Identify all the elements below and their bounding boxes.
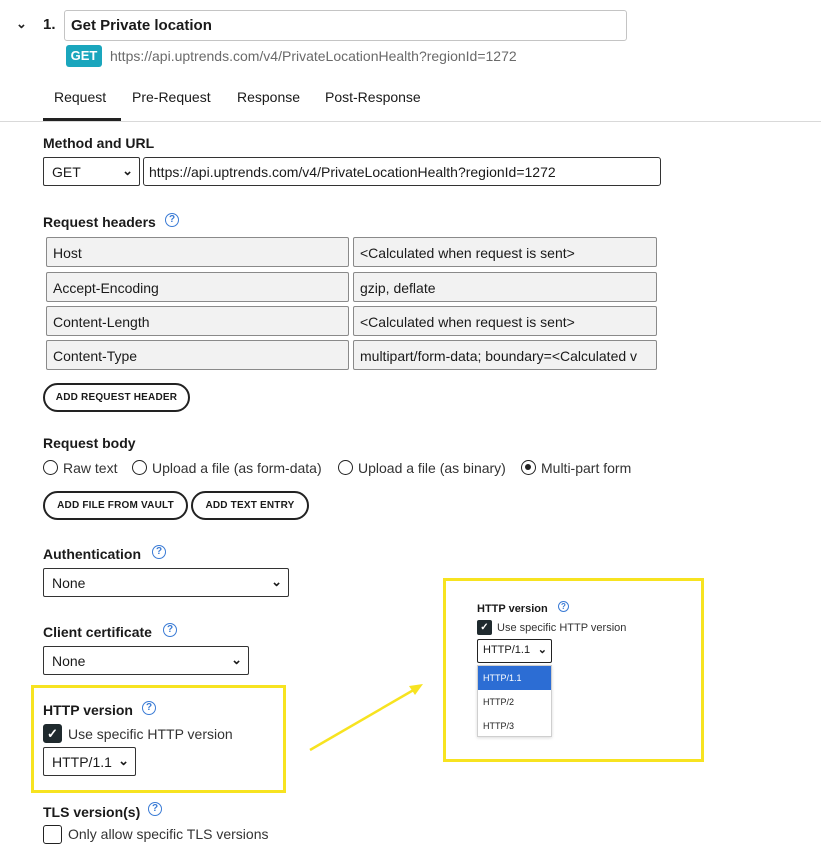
add-request-header-button[interactable]: ADD REQUEST HEADER (43, 383, 190, 412)
help-icon[interactable]: ? (142, 701, 156, 715)
radio-icon (132, 460, 147, 475)
request-headers-label: Request headers (43, 214, 156, 230)
step-url: https://api.uptrends.com/v4/PrivateLocationHealth?regionId=1272 (110, 48, 517, 64)
http-version-select[interactable] (43, 747, 136, 776)
tab-post-response[interactable]: Post-Response (325, 89, 421, 105)
authentication-select-value: None (52, 575, 86, 591)
tab-request[interactable]: Request (54, 89, 107, 105)
tab-response[interactable]: Response (237, 89, 301, 105)
step-number: 1. (43, 16, 56, 33)
option-http-3[interactable]: HTTP/3 (483, 721, 515, 731)
header-value-accept-encoding[interactable]: gzip, deflate (353, 272, 657, 302)
add-file-from-vault-button[interactable]: ADD FILE FROM VAULT (43, 491, 188, 520)
radio-icon (338, 460, 353, 475)
method-badge: GET (66, 45, 102, 67)
help-icon[interactable]: ? (165, 213, 179, 227)
url-input[interactable]: https://api.uptrends.com/v4/PrivateLocationHealth?regionId=1272 (143, 157, 661, 186)
help-icon[interactable]: ? (163, 623, 177, 637)
http-version-checkbox[interactable]: ✓ (43, 724, 62, 743)
zoom-http-version-label: HTTP version (477, 603, 548, 615)
radio-raw-text[interactable]: Raw text (43, 460, 117, 476)
client-certificate-label: Client certificate (43, 624, 152, 640)
tls-version-checkbox-label: Only allow specific TLS versions (68, 826, 269, 842)
tab-pre-request[interactable]: Pre-Request (132, 89, 211, 105)
radio-multi-part-form[interactable]: Multi-part form (521, 460, 631, 476)
chevron-down-icon: ⌄ (271, 574, 282, 589)
method-select[interactable] (43, 157, 140, 186)
http-version-label: HTTP version (43, 702, 133, 718)
http-version-select-value: HTTP/1.1 (52, 754, 112, 770)
radio-icon (43, 460, 58, 475)
http-version-checkbox-label: Use specific HTTP version (68, 726, 233, 742)
zoom-http-version-select-value: HTTP/1.1 (483, 644, 531, 656)
help-icon[interactable]: ? (148, 802, 162, 816)
chevron-down-icon: ⌄ (118, 753, 129, 768)
tls-version-checkbox[interactable] (43, 825, 62, 844)
chevron-down-icon: ⌄ (122, 163, 133, 178)
request-body-label: Request body (43, 435, 136, 451)
tabs-divider (0, 121, 821, 122)
header-value-content-length[interactable]: <Calculated when request is sent> (353, 306, 657, 336)
client-certificate-select-value: None (52, 653, 86, 669)
radio-upload-binary[interactable]: Upload a file (as binary) (338, 460, 506, 476)
chevron-down-icon: ⌄ (231, 652, 242, 667)
radio-checked-icon (521, 460, 536, 475)
header-key-content-type[interactable]: Content-Type (46, 340, 349, 370)
method-select-value: GET (52, 164, 81, 180)
step-title-input[interactable]: Get Private location (64, 10, 627, 41)
tls-version-label: TLS version(s) (43, 804, 141, 820)
option-http-1-1[interactable]: HTTP/1.1 (478, 666, 551, 690)
option-http-2[interactable]: HTTP/2 (483, 697, 515, 707)
authentication-select[interactable] (43, 568, 289, 597)
zoom-http-version-select[interactable] (477, 639, 552, 663)
chevron-down-icon: ⌄ (537, 644, 547, 656)
zoom-http-version-checkbox-label: Use specific HTTP version (497, 622, 627, 634)
header-key-accept-encoding[interactable]: Accept-Encoding (46, 272, 349, 302)
http-version-options-list (477, 665, 552, 737)
arrow-icon (305, 680, 430, 755)
client-certificate-select[interactable] (43, 646, 249, 675)
help-icon[interactable]: ? (152, 545, 166, 559)
header-key-content-length[interactable]: Content-Length (46, 306, 349, 336)
header-key-host[interactable]: Host (46, 237, 349, 267)
header-value-content-type[interactable]: multipart/form-data; boundary=<Calculated v (353, 340, 657, 370)
authentication-label: Authentication (43, 546, 141, 562)
radio-upload-form-data[interactable]: Upload a file (as form-data) (132, 460, 322, 476)
collapse-chevron-icon[interactable]: ⌄ (16, 16, 27, 31)
zoom-http-version-checkbox[interactable]: ✓ (477, 620, 492, 635)
header-value-host[interactable]: <Calculated when request is sent> (353, 237, 657, 267)
active-tab-indicator (43, 118, 121, 121)
add-text-entry-button[interactable]: ADD TEXT ENTRY (191, 491, 309, 520)
help-icon[interactable]: ? (558, 601, 569, 612)
request-body-options (43, 460, 663, 478)
method-url-label: Method and URL (43, 135, 155, 151)
